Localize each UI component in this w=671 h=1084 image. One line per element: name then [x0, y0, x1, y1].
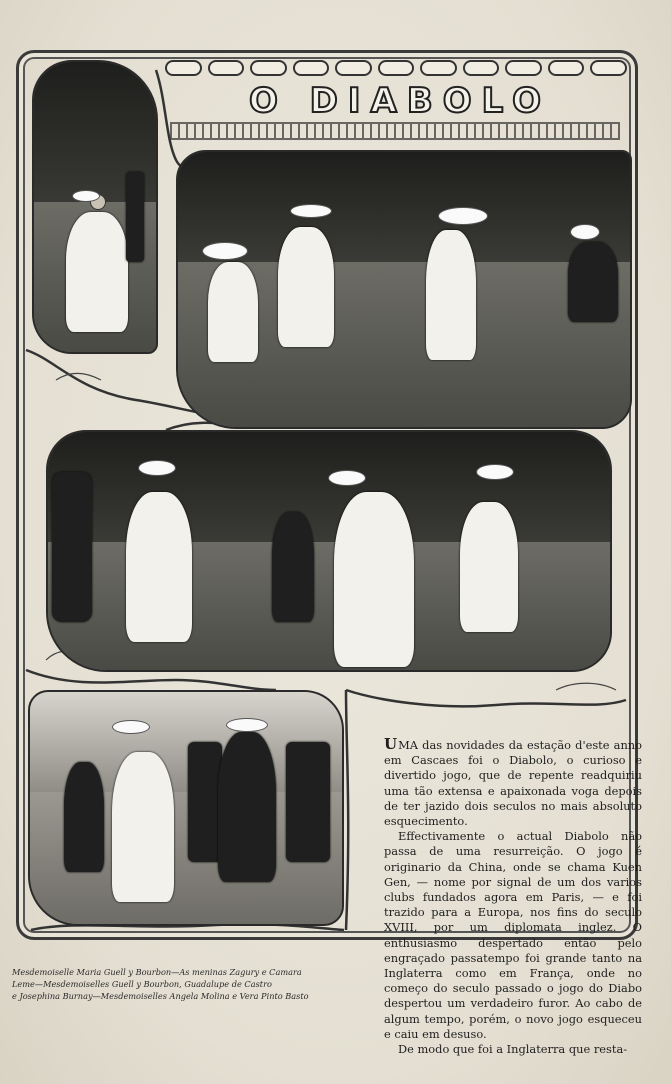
article-paragraph: Effectivamente o actual Diabolo não passa de uma resurreição. O jogo é originario da China, onde se chama Kuen Gen, — nome por signal de um dos varios clubs fundados agora em Paris, — e foi trazido para a Europa, nos fins do seculo XVIII, por um diplomata inglez. O enthusiasmo despertado então pelo engraçado passatempo foi grande tanto na Inglaterra como em França, onde no começo do seculo passado o jogo do Diabo despertou um verdadeiro furor. Ao cabo de algum tempo, porém, o novo jogo esqueceu e caiu em desuso. [384, 829, 642, 1041]
article-body [384, 737, 642, 1057]
paragraph-text: das novidades da estação d'este anno em Cascaes foi o Diabolo, o curioso e divertido jogo, que de repente readquiriu uma tão extensa e apaixonada voga depois de ter jazido dois seculos no mais absoluto esquecimento. [384, 738, 642, 829]
photo-group-in-garden [28, 690, 344, 926]
caption-line: Leme—Mesdemoiselles Guell y Bourbon, Guadalupe de Castro [12, 979, 272, 989]
title-ornament-band [165, 60, 627, 78]
photo-caption [12, 966, 372, 1002]
article-paragraph: De modo que foi a Inglaterra que resta- [398, 1042, 628, 1057]
article-paragraph [384, 737, 642, 829]
title-underline-ornament [170, 122, 620, 140]
photo-girl-throwing-diabolo [32, 60, 158, 354]
page-title: O DIABOLO [248, 81, 552, 121]
photo-children-playing-diabolo [176, 150, 632, 429]
caption-line: e Josephina Burnay—Mesdemoiselles Angela Molina e Vera Pinto Basto [12, 991, 309, 1001]
photo-ladies-playing-diabolo [46, 430, 612, 672]
drop-cap: U [384, 735, 399, 753]
drop-cap-rest: MA [398, 738, 418, 752]
caption-line: Mesdemoiselle Maria Guell y Bourbon—As meninas Zagury e Camara [12, 967, 302, 977]
